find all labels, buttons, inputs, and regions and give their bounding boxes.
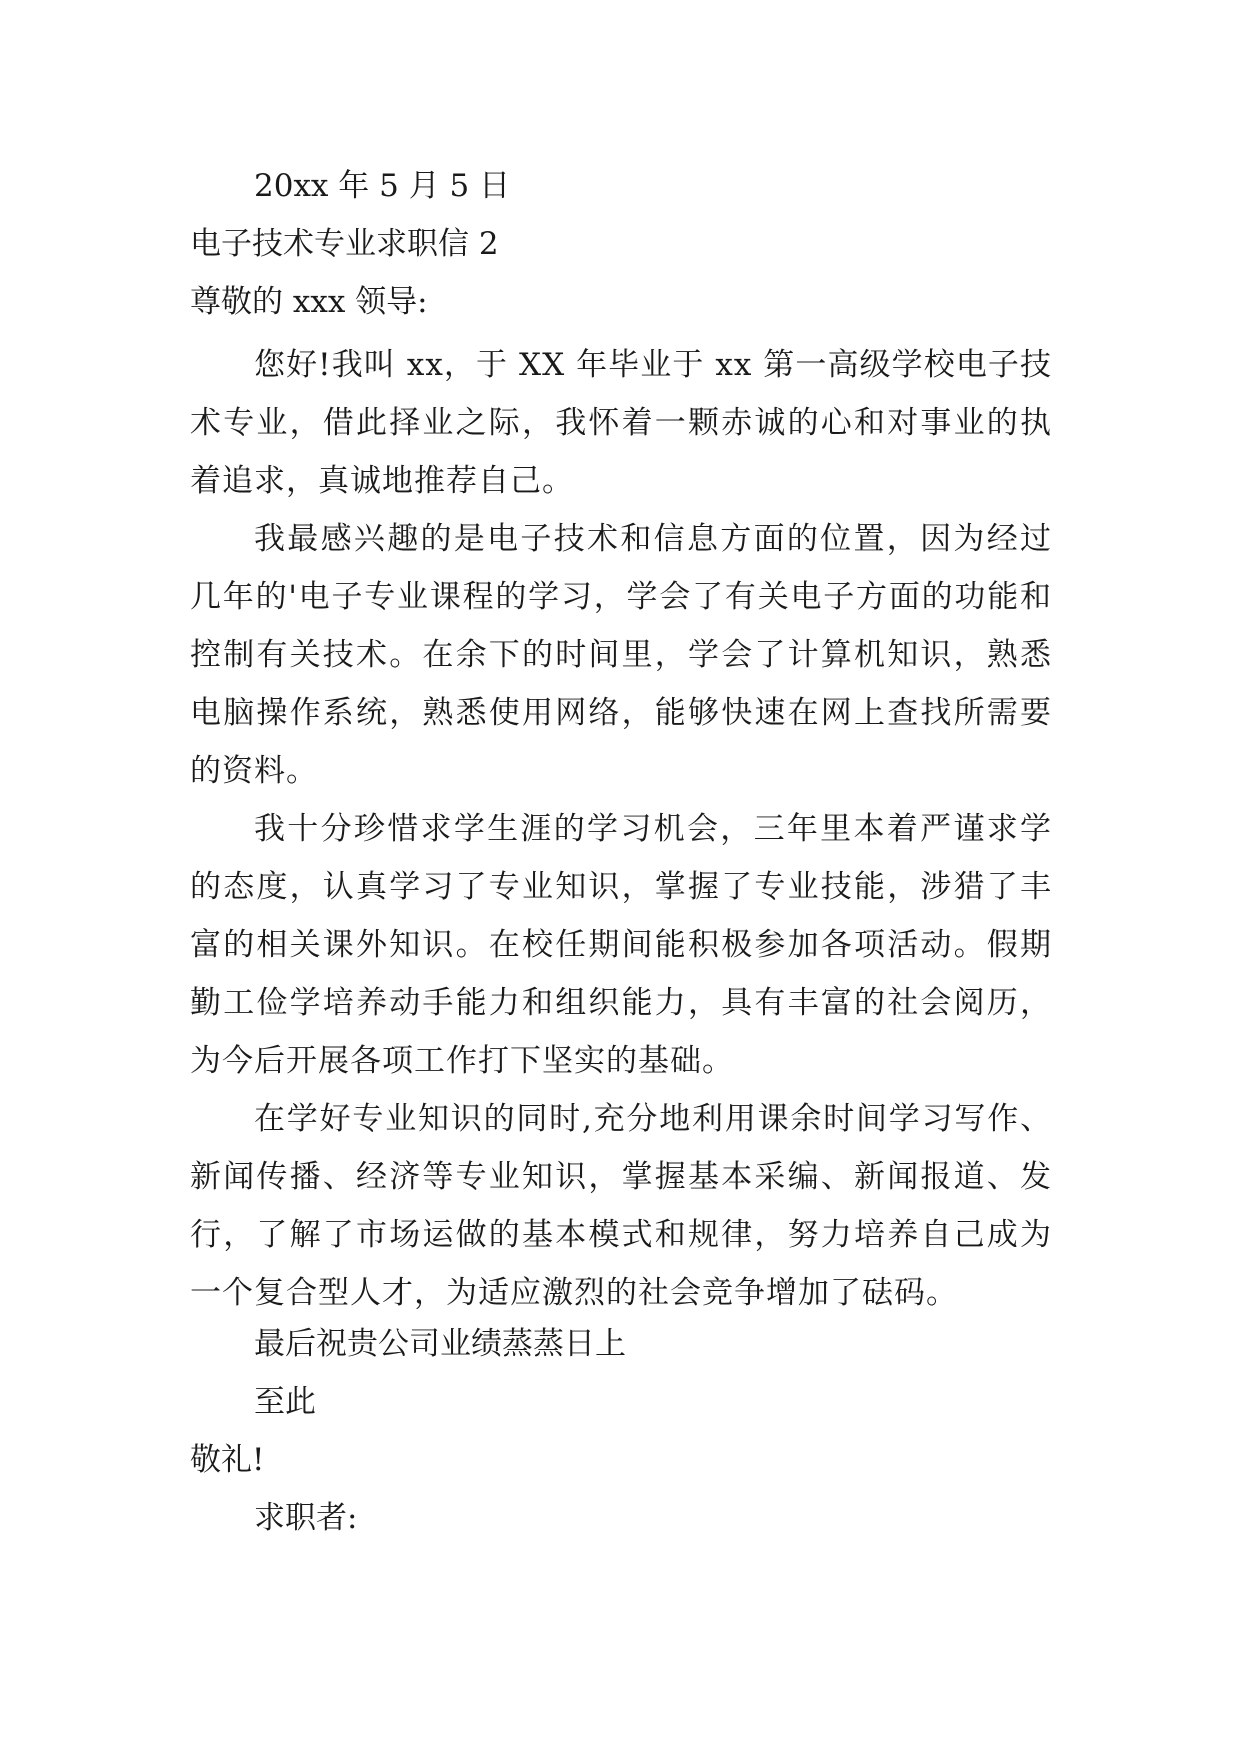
- paragraph-intro: 您好!我叫 xx，于 XX 年毕业于 xx 第一高级学校电子技术专业，借此择业之际，我怀着一颗赤诚的心和对事业的执着追求，真诚地推荐自己。: [190, 347, 1052, 499]
- letter-title: 电子技术专业求职信 2: [190, 226, 499, 262]
- closing-wish: 最后祝贵公司业绩蒸蒸日上: [254, 1326, 626, 1362]
- salutation: 尊敬的 xxx 领导:: [190, 284, 428, 320]
- paragraph-study: 我十分珍惜求学生涯的学习机会，三年里本着严谨求学的态度，认真学习了专业知识，掌握了专业技能，涉猎了丰富的相关课外知识。在校任期间能积极参加各项活动。假期勤工俭学培养动手能力和组织能力，具有丰富的社会阅历，为今后开展各项工作打下坚实的基础。: [190, 811, 1052, 1079]
- top-date: 20xx 年 5 月 5 日: [254, 168, 511, 204]
- closing-phrase: 至此: [254, 1384, 316, 1420]
- paragraph-interest: 我最感兴趣的是电子技术和信息方面的位置，因为经过几年的'电子专业课程的学习，学会了有关电子方面的功能和控制有关技术。在余下的时间里，学会了计算机知识，熟悉电脑操作系统，熟悉使用网络，能够快速在网上查找所需要的资料。: [190, 521, 1052, 789]
- signature-label: 求职者:: [254, 1500, 358, 1536]
- respect-line: 敬礼!: [190, 1442, 265, 1478]
- paragraph-skills: 在学好专业知识的同时,充分地利用课余时间学习写作、新闻传播、经济等专业知识，掌握基本采编、新闻报道、发行，了解了市场运做的基本模式和规律，努力培养自己成为一个复合型人才，为适应激烈的社会竞争增加了砝码。: [190, 1101, 1052, 1311]
